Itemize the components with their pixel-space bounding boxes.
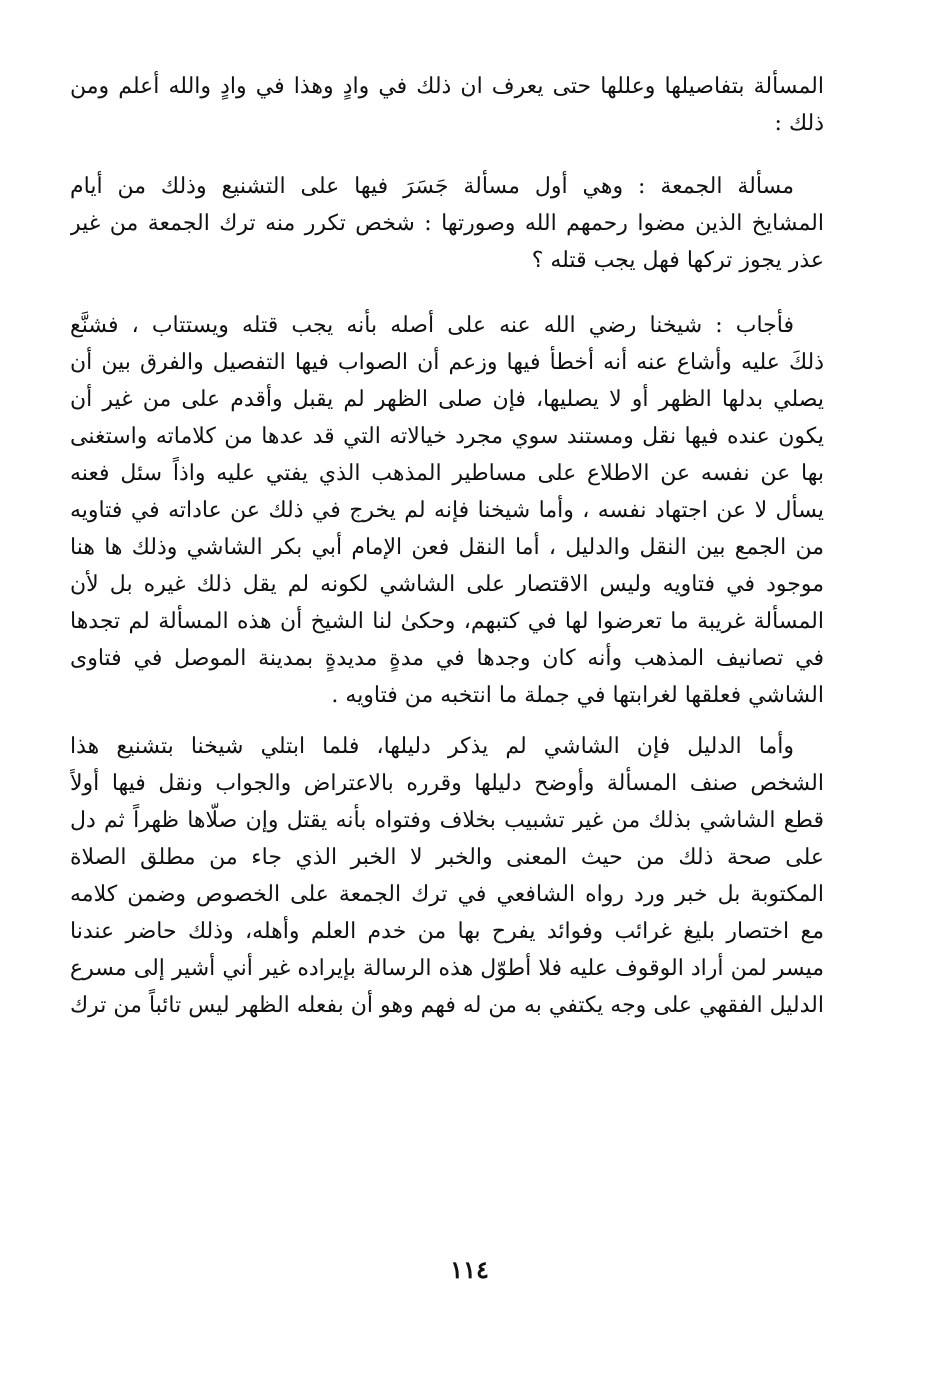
paragraph-question xyxy=(70,168,824,279)
text-line: من الجمع بين النقل والدليل ، أما النقل فعن الإمام أبي بكر الشاشي وذلك ها هنا xyxy=(70,535,824,560)
text-line: بها عن نفسه عن الاطلاع على مساطير المذهب الذي يفتي عليه واذاً سئل فعنه xyxy=(70,461,824,486)
text-line: عذر يجوز تركها فهل يجب قتله ؟ xyxy=(531,248,824,273)
text-line: موجود في فتاويه وليس الاقتصار على الشاشي لكونه لم يقل ذلك غيره بل لأن xyxy=(70,572,824,597)
text-line: المشايخ الذين مضوا رحمهم الله وصورتها : شخص تكرر منه ترك الجمعة من غير xyxy=(70,211,824,236)
text-line: الدليل الفقهي على وجه يكتفي به من له فهم وهو أن بفعله الظهر ليس تائباً من ترك xyxy=(70,993,824,1018)
text-line: قطع الشاشي بذلك من غير تشبيب بخلاف وفتواه بأنه يقتل وإن صلّاها ظهراً ثم دل xyxy=(70,808,824,833)
text-line: وأما الدليل فإن الشاشي لم يذكر دليلها، فلما ابتلي شيخنا بتشنيع هذا xyxy=(70,734,794,759)
paragraph-intro xyxy=(70,68,824,142)
text-line: الشخص صنف المسألة وأوضح دليلها وقرره بالاعتراض والجواب ونقل فيها أولاً xyxy=(70,771,824,796)
text-line: ميسر لمن أراد الوقوف عليه فلا أطوّل هذه الرسالة بإيراده غير أني أشير إلى مسرع xyxy=(70,956,824,981)
text-line: ذلكَ عليه وأشاع عنه أنه أخطأ فيها وزعم أن الصواب فيها التفصيل والفرق بين أن xyxy=(70,350,824,375)
paragraph-evidence xyxy=(70,728,824,1024)
text-line: المكتوبة بل خبر ورد رواه الشافعي في ترك الجمعة على الخصوص وضمن كلامه xyxy=(70,882,824,907)
text-line: ذلك : xyxy=(774,111,824,136)
paragraph-answer xyxy=(70,307,824,714)
text-line: المسألة غريبة ما تعرضوا لها في كتبهم، وحكىٰ لنا الشيخ أن هذه المسألة لم تجدها xyxy=(70,609,824,634)
text-line: يسأل لا عن اجتهاد نفسه ، وأما شيخنا فإنه لم يخرج في ذلك عن عاداته في فتاويه xyxy=(70,498,824,523)
text-line: على صحة ذلك من حيث المعنى والخبر لا الخبر الذي جاء من مطلق الصلاة xyxy=(70,845,824,870)
text-line: فأجاب : شيخنا رضي الله عنه على أصله بأنه يجب قتله ويستتاب ، فشنَّع xyxy=(70,313,794,338)
text-line: في تصانيف المذهب وأنه كان وجدها في مدةٍ مديدةٍ بمدينة الموصل في فتاوى xyxy=(70,646,824,671)
text-line: يكون عنده فيها نقل ومستند سوي مجرد خيالاته التي قد عدها من كلاماته واستغنى xyxy=(70,424,824,449)
text-line: يصلي بدلها الظهر أو لا يصليها، فإن صلى الظهر لم يقبل وأقدم على من غير أن xyxy=(70,387,824,412)
text-line: مع اختصار بليغ غرائب وفوائد يفرح بها من خدم العلم وأهله، وذلك حاضر عندنا xyxy=(70,919,824,944)
text-line: مسألة الجمعة : وهي أول مسألة جَسَرَ فيها على التشنيع وذلك من أيام xyxy=(70,174,794,199)
page-number: ١١٤ xyxy=(450,1255,489,1284)
document-page xyxy=(70,68,824,1318)
text-line: المسألة بتفاصيلها وعللها حتى يعرف ان ذلك في وادٍ وهذا في وادٍ والله أعلم ومن xyxy=(70,74,824,99)
text-line: الشاشي فعلقها لغرابتها في جملة ما انتخبه من فتاويه . xyxy=(331,683,824,708)
